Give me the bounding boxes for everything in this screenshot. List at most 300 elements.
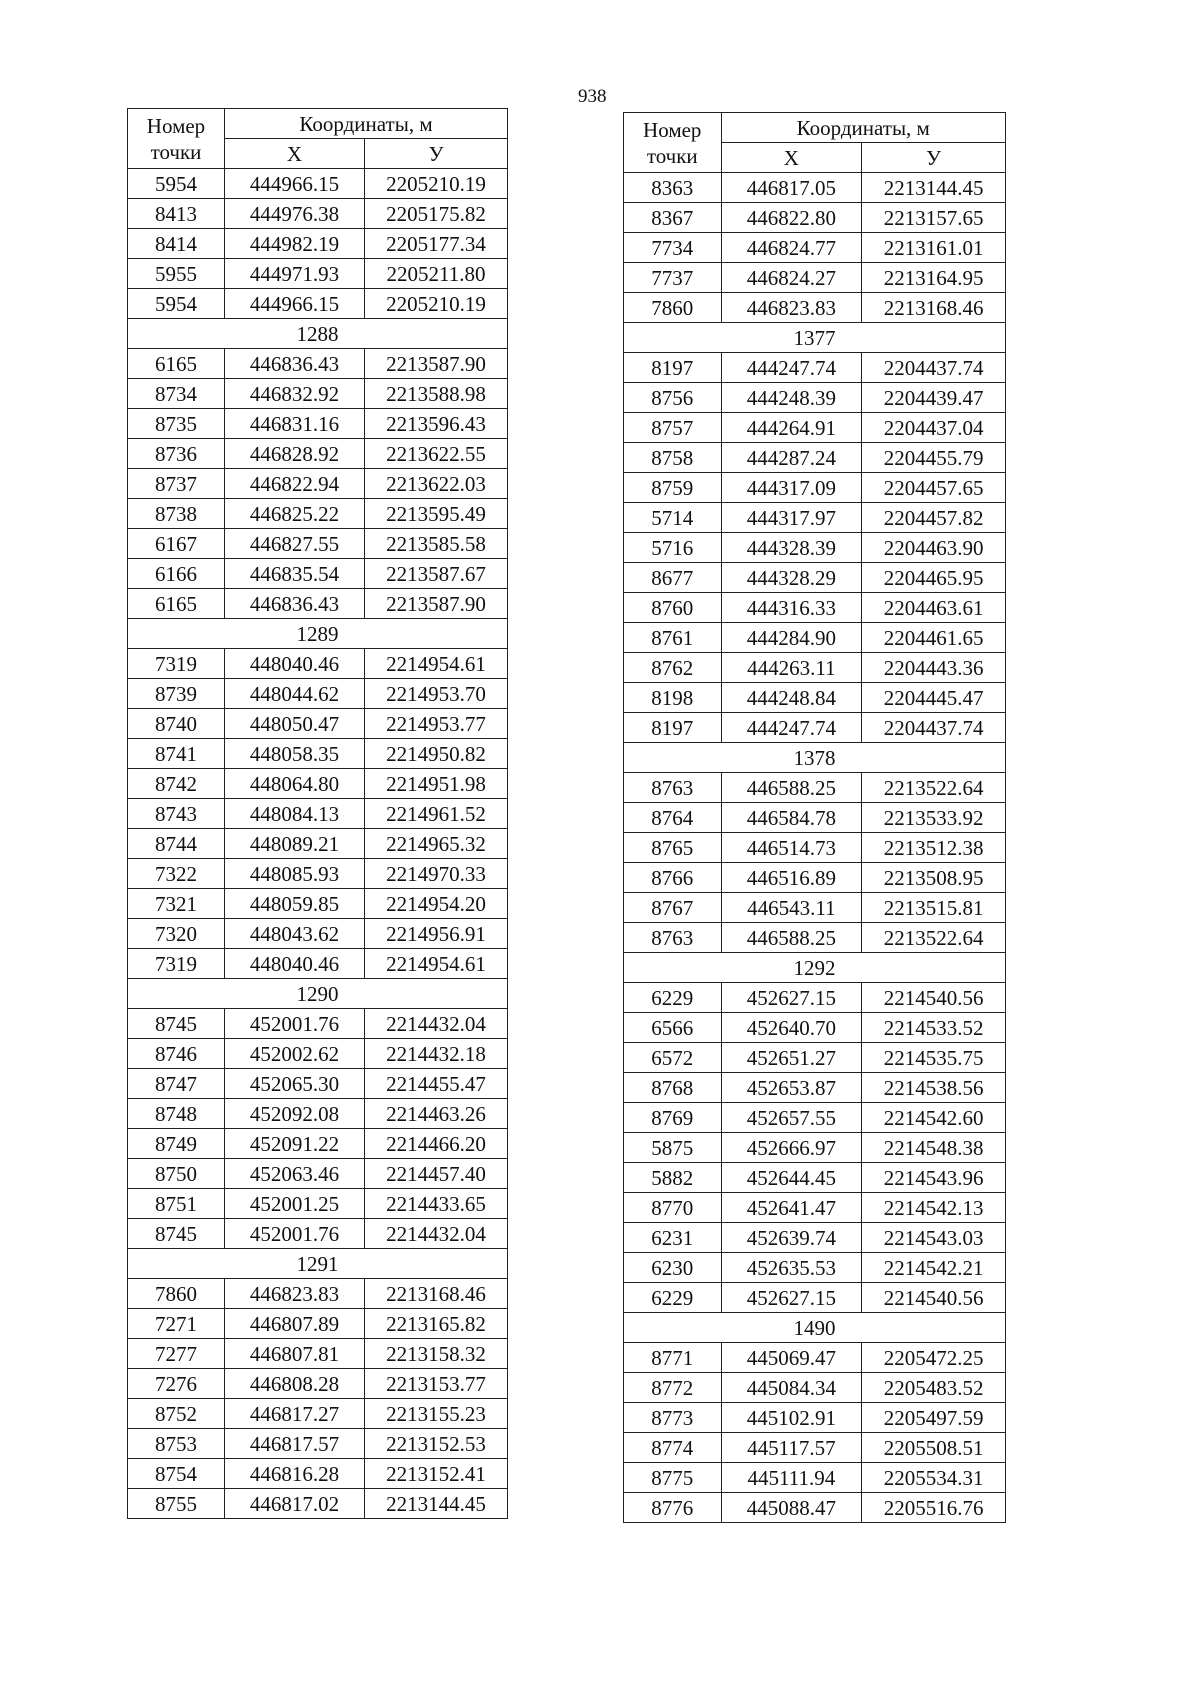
point-number-cell: 8197	[624, 353, 722, 383]
point-number-cell: 8745	[128, 1009, 225, 1039]
point-number-cell: 8757	[624, 413, 722, 443]
x-coordinate-cell: 446824.27	[721, 263, 862, 293]
x-coordinate-cell: 444287.24	[721, 443, 862, 473]
point-number-cell: 8774	[624, 1433, 722, 1463]
point-number-cell: 8773	[624, 1403, 722, 1433]
table-row	[624, 773, 1006, 803]
y-coordinate-cell: 2214455.47	[365, 1069, 508, 1099]
point-number-cell: 6229	[624, 983, 722, 1013]
y-coordinate-cell: 2213587.90	[365, 589, 508, 619]
y-coordinate-cell: 2205483.52	[862, 1373, 1006, 1403]
y-coordinate-cell: 2214540.56	[862, 983, 1006, 1013]
table-row	[128, 829, 508, 859]
x-coordinate-cell: 452651.27	[721, 1043, 862, 1073]
table-row	[128, 1009, 508, 1039]
y-coordinate-cell: 2204437.74	[862, 713, 1006, 743]
x-coordinate-cell: 452065.30	[225, 1069, 365, 1099]
table-row	[624, 443, 1006, 473]
table-row	[624, 1193, 1006, 1223]
table-row	[624, 1493, 1006, 1523]
x-coordinate-cell: 444247.74	[721, 713, 862, 743]
section-number: 1490	[624, 1313, 1006, 1343]
y-coordinate-cell: 2213622.55	[365, 439, 508, 469]
coordinates-table-left	[127, 108, 508, 1519]
x-coordinate-cell: 446807.89	[225, 1309, 365, 1339]
y-coordinate-cell: 2213164.95	[862, 263, 1006, 293]
x-coordinate-cell: 446827.55	[225, 529, 365, 559]
point-number-cell: 8756	[624, 383, 722, 413]
point-number-cell: 8367	[624, 203, 722, 233]
table-row	[128, 1459, 508, 1489]
y-coordinate-cell: 2205472.25	[862, 1343, 1006, 1373]
y-coordinate-cell: 2214542.60	[862, 1103, 1006, 1133]
y-coordinate-cell: 2213161.01	[862, 233, 1006, 263]
table-row	[128, 709, 508, 739]
header-x: X	[225, 139, 365, 169]
x-coordinate-cell: 446807.81	[225, 1339, 365, 1369]
x-coordinate-cell: 452666.97	[721, 1133, 862, 1163]
point-number-cell: 5882	[624, 1163, 722, 1193]
y-coordinate-cell: 2213522.64	[862, 773, 1006, 803]
table-row	[624, 533, 1006, 563]
y-coordinate-cell: 2204457.65	[862, 473, 1006, 503]
x-coordinate-cell: 446808.28	[225, 1369, 365, 1399]
point-number-cell: 8748	[128, 1099, 225, 1129]
point-number-cell: 8739	[128, 679, 225, 709]
y-coordinate-cell: 2205508.51	[862, 1433, 1006, 1463]
point-number-cell: 5716	[624, 533, 722, 563]
x-coordinate-cell: 444316.33	[721, 593, 862, 623]
table-row	[128, 679, 508, 709]
y-coordinate-cell: 2213595.49	[365, 499, 508, 529]
y-coordinate-cell: 2213168.46	[365, 1279, 508, 1309]
x-coordinate-cell: 444317.97	[721, 503, 862, 533]
point-number-cell: 8746	[128, 1039, 225, 1069]
point-number-cell: 8197	[624, 713, 722, 743]
table-row	[624, 1163, 1006, 1193]
point-number-cell: 7860	[624, 293, 722, 323]
header-x: X	[721, 143, 862, 173]
point-number-cell: 7277	[128, 1339, 225, 1369]
point-number-cell: 7734	[624, 233, 722, 263]
table-row	[128, 289, 508, 319]
table-row	[624, 863, 1006, 893]
table-row	[624, 503, 1006, 533]
table-row	[128, 169, 508, 199]
table-row	[624, 1253, 1006, 1283]
point-number-cell: 8761	[624, 623, 722, 653]
section-number: 1288	[128, 319, 508, 349]
y-coordinate-cell: 2213596.43	[365, 409, 508, 439]
y-coordinate-cell: 2213158.32	[365, 1339, 508, 1369]
point-number-cell: 8745	[128, 1219, 225, 1249]
table-row	[624, 1223, 1006, 1253]
y-coordinate-cell: 2204437.74	[862, 353, 1006, 383]
x-coordinate-cell: 445069.47	[721, 1343, 862, 1373]
point-number-cell: 8763	[624, 773, 722, 803]
table-row	[624, 1283, 1006, 1313]
table-row	[624, 713, 1006, 743]
point-number-cell: 8734	[128, 379, 225, 409]
x-coordinate-cell: 452001.76	[225, 1219, 365, 1249]
point-number-cell: 8755	[128, 1489, 225, 1519]
point-number-cell: 5954	[128, 289, 225, 319]
x-coordinate-cell: 446836.43	[225, 349, 365, 379]
x-coordinate-cell: 452063.46	[225, 1159, 365, 1189]
x-coordinate-cell: 446822.94	[225, 469, 365, 499]
point-number-cell: 8744	[128, 829, 225, 859]
point-number-cell: 8776	[624, 1493, 722, 1523]
y-coordinate-cell: 2214533.52	[862, 1013, 1006, 1043]
x-coordinate-cell: 452641.47	[721, 1193, 862, 1223]
y-coordinate-cell: 2214953.70	[365, 679, 508, 709]
table-row	[128, 1189, 508, 1219]
point-number-cell: 8765	[624, 833, 722, 863]
point-number-cell: 8750	[128, 1159, 225, 1189]
table-row	[624, 923, 1006, 953]
table-row	[128, 1399, 508, 1429]
table-row	[128, 1489, 508, 1519]
section-row	[624, 323, 1006, 353]
section-number: 1291	[128, 1249, 508, 1279]
point-number-cell: 6165	[128, 349, 225, 379]
point-number-cell: 6566	[624, 1013, 722, 1043]
section-number: 1290	[128, 979, 508, 1009]
x-coordinate-cell: 444248.39	[721, 383, 862, 413]
x-coordinate-cell: 446543.11	[721, 893, 862, 923]
table-row	[128, 919, 508, 949]
table-row	[128, 649, 508, 679]
table-row	[128, 1039, 508, 1069]
section-row	[128, 1249, 508, 1279]
x-coordinate-cell: 444247.74	[721, 353, 862, 383]
y-coordinate-cell: 2214951.98	[365, 769, 508, 799]
y-coordinate-cell: 2204437.04	[862, 413, 1006, 443]
point-number-cell: 5714	[624, 503, 722, 533]
x-coordinate-cell: 446823.83	[225, 1279, 365, 1309]
table-row	[624, 1403, 1006, 1433]
header-y: У	[365, 139, 508, 169]
y-coordinate-cell: 2205210.19	[365, 289, 508, 319]
point-number-cell: 8763	[624, 923, 722, 953]
y-coordinate-cell: 2214432.04	[365, 1219, 508, 1249]
y-coordinate-cell: 2204455.79	[862, 443, 1006, 473]
table-row	[624, 833, 1006, 863]
y-coordinate-cell: 2214543.03	[862, 1223, 1006, 1253]
table-row	[128, 379, 508, 409]
y-coordinate-cell: 2214542.21	[862, 1253, 1006, 1283]
table-row	[128, 1279, 508, 1309]
header-y: У	[862, 143, 1006, 173]
x-coordinate-cell: 448058.35	[225, 739, 365, 769]
point-number-cell: 7737	[624, 263, 722, 293]
y-coordinate-cell: 2213152.41	[365, 1459, 508, 1489]
y-coordinate-cell: 2214956.91	[365, 919, 508, 949]
section-number: 1377	[624, 323, 1006, 353]
table-row	[624, 353, 1006, 383]
point-number-cell: 8740	[128, 709, 225, 739]
y-coordinate-cell: 2213155.23	[365, 1399, 508, 1429]
table-row	[128, 1429, 508, 1459]
x-coordinate-cell: 448085.93	[225, 859, 365, 889]
table-row	[128, 559, 508, 589]
x-coordinate-cell: 445117.57	[721, 1433, 862, 1463]
table-row	[624, 1103, 1006, 1133]
y-coordinate-cell: 2205497.59	[862, 1403, 1006, 1433]
point-number-cell: 8766	[624, 863, 722, 893]
y-coordinate-cell: 2213515.81	[862, 893, 1006, 923]
table-row	[128, 439, 508, 469]
y-coordinate-cell: 2213165.82	[365, 1309, 508, 1339]
header-point-number: Номер точки	[128, 109, 225, 169]
x-coordinate-cell: 444328.39	[721, 533, 862, 563]
y-coordinate-cell: 2214954.20	[365, 889, 508, 919]
x-coordinate-cell: 446825.22	[225, 499, 365, 529]
y-coordinate-cell: 2214432.18	[365, 1039, 508, 1069]
y-coordinate-cell: 2214970.33	[365, 859, 508, 889]
x-coordinate-cell: 452653.87	[721, 1073, 862, 1103]
x-coordinate-cell: 446514.73	[721, 833, 862, 863]
point-number-cell: 8753	[128, 1429, 225, 1459]
y-coordinate-cell: 2204463.90	[862, 533, 1006, 563]
x-coordinate-cell: 446588.25	[721, 923, 862, 953]
y-coordinate-cell: 2214954.61	[365, 649, 508, 679]
x-coordinate-cell: 444328.29	[721, 563, 862, 593]
point-number-cell: 7322	[128, 859, 225, 889]
table-row	[128, 349, 508, 379]
x-coordinate-cell: 452657.55	[721, 1103, 862, 1133]
y-coordinate-cell: 2213588.98	[365, 379, 508, 409]
y-coordinate-cell: 2213144.45	[862, 173, 1006, 203]
y-coordinate-cell: 2214542.13	[862, 1193, 1006, 1223]
table-row	[624, 683, 1006, 713]
x-coordinate-cell: 448089.21	[225, 829, 365, 859]
table-row	[624, 653, 1006, 683]
x-coordinate-cell: 445102.91	[721, 1403, 862, 1433]
x-coordinate-cell: 448040.46	[225, 649, 365, 679]
section-row	[624, 1313, 1006, 1343]
point-number-cell: 6165	[128, 589, 225, 619]
x-coordinate-cell: 444971.93	[225, 259, 365, 289]
y-coordinate-cell: 2213585.58	[365, 529, 508, 559]
table-row	[624, 1343, 1006, 1373]
x-coordinate-cell: 444248.84	[721, 683, 862, 713]
table-row	[128, 409, 508, 439]
x-coordinate-cell: 446822.80	[721, 203, 862, 233]
x-coordinate-cell: 452092.08	[225, 1099, 365, 1129]
table-row	[624, 263, 1006, 293]
table-row	[624, 1043, 1006, 1073]
x-coordinate-cell: 446835.54	[225, 559, 365, 589]
table-row	[128, 529, 508, 559]
point-number-cell: 8414	[128, 229, 225, 259]
table-row	[624, 233, 1006, 263]
point-number-cell: 6229	[624, 1283, 722, 1313]
table-row	[128, 469, 508, 499]
point-number-cell: 8742	[128, 769, 225, 799]
table-row	[128, 769, 508, 799]
point-number-cell: 8743	[128, 799, 225, 829]
point-number-cell: 7271	[128, 1309, 225, 1339]
table-row	[128, 259, 508, 289]
y-coordinate-cell: 2204443.36	[862, 653, 1006, 683]
y-coordinate-cell: 2213168.46	[862, 293, 1006, 323]
y-coordinate-cell: 2214548.38	[862, 1133, 1006, 1163]
point-number-cell: 8752	[128, 1399, 225, 1429]
table-row	[128, 499, 508, 529]
y-coordinate-cell: 2204465.95	[862, 563, 1006, 593]
y-coordinate-cell: 2214543.96	[862, 1163, 1006, 1193]
x-coordinate-cell: 446817.27	[225, 1399, 365, 1429]
point-number-cell: 6230	[624, 1253, 722, 1283]
header-coordinates: Координаты, м	[225, 109, 508, 139]
table-row	[128, 739, 508, 769]
point-number-cell: 7321	[128, 889, 225, 919]
table-row	[624, 563, 1006, 593]
point-number-cell: 8738	[128, 499, 225, 529]
x-coordinate-cell: 452001.76	[225, 1009, 365, 1039]
point-number-cell: 8747	[128, 1069, 225, 1099]
point-number-cell: 8751	[128, 1189, 225, 1219]
header-point-number: Номер точки	[624, 113, 722, 173]
table-row	[624, 623, 1006, 653]
y-coordinate-cell: 2204439.47	[862, 383, 1006, 413]
point-number-cell: 8741	[128, 739, 225, 769]
table-row	[624, 1073, 1006, 1103]
table-row	[624, 1013, 1006, 1043]
point-number-cell: 8413	[128, 199, 225, 229]
point-number-cell: 6572	[624, 1043, 722, 1073]
point-number-cell: 8768	[624, 1073, 722, 1103]
table-row	[128, 229, 508, 259]
point-number-cell: 8754	[128, 1459, 225, 1489]
y-coordinate-cell: 2204457.82	[862, 503, 1006, 533]
point-number-cell: 8198	[624, 683, 722, 713]
point-number-cell: 5955	[128, 259, 225, 289]
table-row	[128, 1219, 508, 1249]
point-number-cell: 7860	[128, 1279, 225, 1309]
x-coordinate-cell: 448040.46	[225, 949, 365, 979]
y-coordinate-cell: 2205175.82	[365, 199, 508, 229]
section-row	[128, 619, 508, 649]
x-coordinate-cell: 452001.25	[225, 1189, 365, 1219]
point-number-cell: 6166	[128, 559, 225, 589]
x-coordinate-cell: 446588.25	[721, 773, 862, 803]
table-row	[624, 1133, 1006, 1163]
point-number-cell: 8749	[128, 1129, 225, 1159]
point-number-cell: 8758	[624, 443, 722, 473]
section-number: 1292	[624, 953, 1006, 983]
x-coordinate-cell: 448043.62	[225, 919, 365, 949]
y-coordinate-cell: 2214457.40	[365, 1159, 508, 1189]
table-row	[128, 1069, 508, 1099]
x-coordinate-cell: 444966.15	[225, 289, 365, 319]
section-row	[624, 743, 1006, 773]
x-coordinate-cell: 448084.13	[225, 799, 365, 829]
y-coordinate-cell: 2214463.26	[365, 1099, 508, 1129]
x-coordinate-cell: 444966.15	[225, 169, 365, 199]
point-number-cell: 8760	[624, 593, 722, 623]
point-number-cell: 8363	[624, 173, 722, 203]
section-row	[128, 979, 508, 1009]
x-coordinate-cell: 444976.38	[225, 199, 365, 229]
table-row	[624, 383, 1006, 413]
y-coordinate-cell: 2213157.65	[862, 203, 1006, 233]
table-row	[128, 1099, 508, 1129]
table-row	[128, 949, 508, 979]
x-coordinate-cell: 452091.22	[225, 1129, 365, 1159]
point-number-cell: 8771	[624, 1343, 722, 1373]
table-row	[128, 1339, 508, 1369]
point-number-cell: 8769	[624, 1103, 722, 1133]
table-row	[128, 1369, 508, 1399]
table-row	[128, 199, 508, 229]
y-coordinate-cell: 2205177.34	[365, 229, 508, 259]
x-coordinate-cell: 452644.45	[721, 1163, 862, 1193]
point-number-cell: 7319	[128, 649, 225, 679]
y-coordinate-cell: 2213587.90	[365, 349, 508, 379]
y-coordinate-cell: 2205516.76	[862, 1493, 1006, 1523]
y-coordinate-cell: 2213144.45	[365, 1489, 508, 1519]
table-row	[624, 803, 1006, 833]
table-row	[624, 893, 1006, 923]
x-coordinate-cell: 444284.90	[721, 623, 862, 653]
point-number-cell: 8759	[624, 473, 722, 503]
point-number-cell: 8775	[624, 1463, 722, 1493]
y-coordinate-cell: 2214535.75	[862, 1043, 1006, 1073]
point-number-cell: 6167	[128, 529, 225, 559]
x-coordinate-cell: 446824.77	[721, 233, 862, 263]
section-row	[128, 319, 508, 349]
x-coordinate-cell: 444982.19	[225, 229, 365, 259]
x-coordinate-cell: 446817.57	[225, 1429, 365, 1459]
point-number-cell: 8677	[624, 563, 722, 593]
point-number-cell: 6231	[624, 1223, 722, 1253]
y-coordinate-cell: 2205210.19	[365, 169, 508, 199]
point-number-cell: 7276	[128, 1369, 225, 1399]
x-coordinate-cell: 452639.74	[721, 1223, 862, 1253]
y-coordinate-cell: 2204461.65	[862, 623, 1006, 653]
y-coordinate-cell: 2214965.32	[365, 829, 508, 859]
point-number-cell: 7319	[128, 949, 225, 979]
x-coordinate-cell: 445088.47	[721, 1493, 862, 1523]
section-row	[624, 953, 1006, 983]
section-number: 1378	[624, 743, 1006, 773]
x-coordinate-cell: 448050.47	[225, 709, 365, 739]
x-coordinate-cell: 446817.05	[721, 173, 862, 203]
point-number-cell: 8737	[128, 469, 225, 499]
y-coordinate-cell: 2204463.61	[862, 593, 1006, 623]
x-coordinate-cell: 444317.09	[721, 473, 862, 503]
y-coordinate-cell: 2214954.61	[365, 949, 508, 979]
point-number-cell: 7320	[128, 919, 225, 949]
table-row	[128, 1129, 508, 1159]
x-coordinate-cell: 452627.15	[721, 983, 862, 1013]
section-number: 1289	[128, 619, 508, 649]
y-coordinate-cell: 2213522.64	[862, 923, 1006, 953]
table-row	[624, 983, 1006, 1013]
y-coordinate-cell: 2204445.47	[862, 683, 1006, 713]
x-coordinate-cell: 446831.16	[225, 409, 365, 439]
coordinates-table-right	[623, 112, 1006, 1523]
header-coordinates: Координаты, м	[721, 113, 1006, 143]
point-number-cell: 8767	[624, 893, 722, 923]
x-coordinate-cell: 445111.94	[721, 1463, 862, 1493]
table-row	[624, 173, 1006, 203]
table-row	[624, 1463, 1006, 1493]
point-number-cell: 8735	[128, 409, 225, 439]
x-coordinate-cell: 446836.43	[225, 589, 365, 619]
